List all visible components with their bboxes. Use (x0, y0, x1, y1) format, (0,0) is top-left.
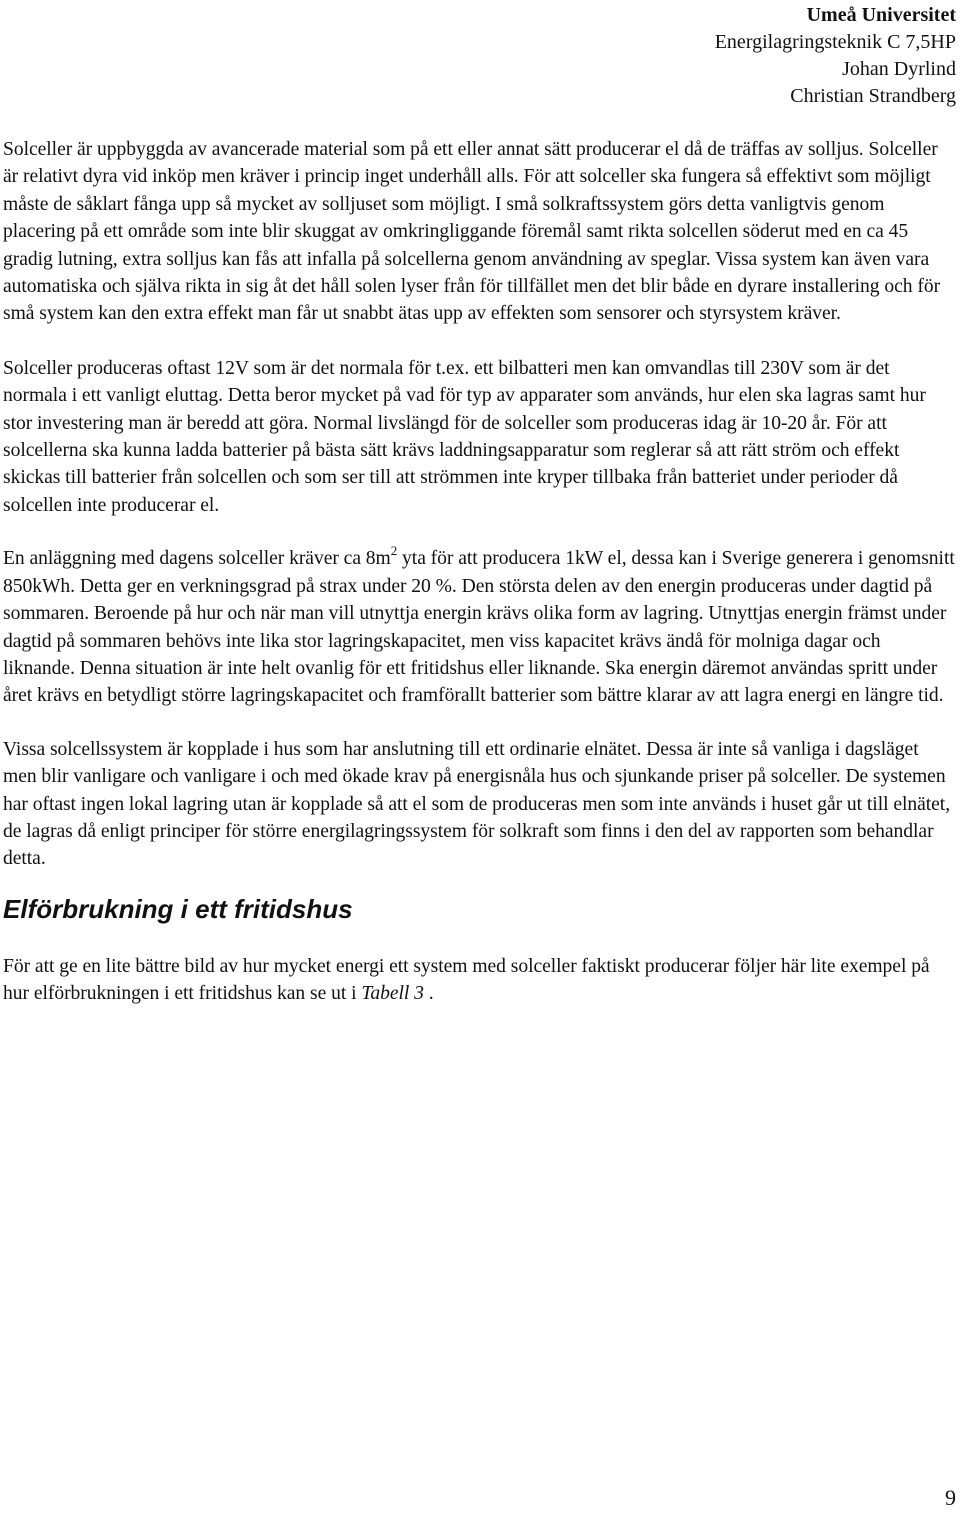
section-heading: Elförbrukning i ett fritidshus (3, 893, 353, 924)
page-header (715, 2, 956, 110)
paragraph: Solceller produceras oftast 12V som är det normala för t.ex. ett bilbatteri men kan omvandlas till 230V som är det normala i ett vanligt eluttag. Detta beror mycket på vad för typ av apparater som används, hur elen ska lagras samt hur stor investering man är beredd att göra. Normal livslängd för de solceller som produceras idag är 10-20 år. För att solcellerna ska kunna ladda batterier på bästa sätt krävs laddningsapparatur som reglerar så att rätt ström och effekt skickas till batterier från solcellen och som ser till att strömmen inte kryper tillbaka från batteriet under perioder då solcellen inte producerar el. (3, 357, 926, 516)
paragraph: Solceller är uppbyggda av avancerade material som på ett eller annat sätt producerar el då de träffas av solljus. Solceller är relativt dyra vid inköp men kräver i princip inget underhåll alls. För att solceller ska fungera så effektivt som möjligt måste de såklart fånga upp så mycket av solljuset som möjligt. I små solkraftssystem görs detta vanligtvis genom placering på ett område som inte blir skuggat av omkringliggande föremål samt rikta solcellen söderut med en ca 45 gradig lutning, extra solljus kan fås att infalla på solcellerna genom användning av speglar. Vissa system kan även vara automatiska och själva rikta in sig åt det håll solen lyser från för tillfället men det blir både en dyrare installering och för små system kan den extra effekt man får ut snabbt ätas upp av effekten som sensorer och styrsystem kräver. (3, 139, 941, 325)
author-name: Johan Dyrlind (842, 58, 956, 80)
paragraph: Vissa solcellssystem är kopplade i hus som har anslutning till ett ordinarie elnätet. Dessa är inte så vanliga i dagsläget men blir vanligare och vanligare i och med ökade krav på energisnåla hus och sjunkande priser på solceller. De systemen har oftast ingen lokal lagring utan är kopplade så att el som de produceras men som inte används i huset går ut till elnätet, de lagras då enligt principer för större energilagringssystem för solkraft som finns i den del av rapporten som behandlar detta. (3, 738, 951, 870)
course-name: Energilagringsteknik C 7,5HP (714, 31, 956, 53)
page-number: 9 (945, 1485, 956, 1510)
paragraph-text: För att ge en lite bättre bild av hur mycket energi ett system med solceller faktiskt producerar följer här lite exempel på hur elförbrukningen i ett fritidshus kan se ut i (3, 955, 930, 1005)
paragraph (3, 953, 956, 1008)
paragraph-text: . (423, 983, 434, 1005)
paragraph-text: En anläggning med dagens solceller kräver ca 8m (3, 548, 391, 570)
paragraph (3, 545, 956, 709)
table-reference: Tabell 3 (361, 983, 424, 1005)
university-name: Umeå Universitet (806, 4, 956, 26)
superscript: 2 (390, 543, 398, 559)
paragraph-text: yta för att producera 1kW el, dessa kan i Sverige generera i genomsnitt 850kWh. Detta ger en verkningsgrad på strax under 20 %. Den största delen av den energin produceras under dagtid på sommaren. Beroende på hur och när man vill utnyttja energin krävs olika form av lagring. Utnyttjas energin främst under dagtid på sommaren behövs inte lika stor lagringskapacitet, men viss kapacitet krävs ändå för molniga dagar och liknande. Denna situation är inte helt ovanlig för ett fritidshus eller liknande. Ska energin däremot användas spritt under året krävs en betydligt större lagringskapacitet och framförallt batterier som bättre klarar av att lagra energi en längre tid. (3, 548, 955, 707)
document-body (3, 136, 956, 1033)
author-name: Christian Strandberg (790, 85, 956, 107)
